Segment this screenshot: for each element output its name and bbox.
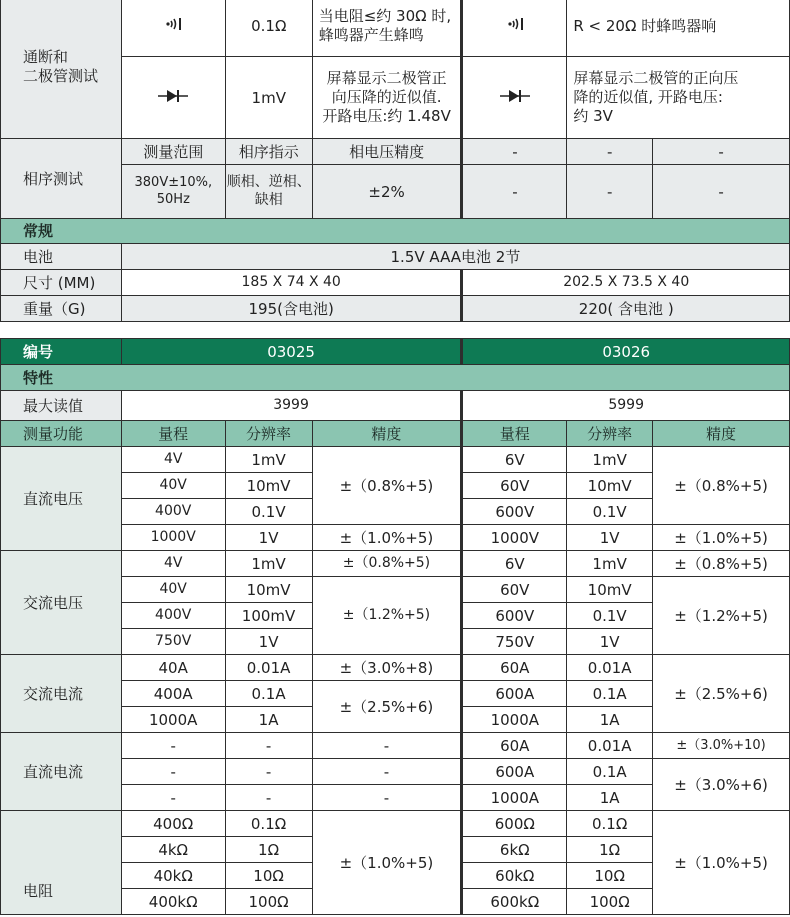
- model-row: [1, 339, 790, 365]
- col-acc-b: 精度: [653, 421, 790, 447]
- model-a: 03025: [121, 339, 462, 365]
- weight-label: 重量（G): [1, 296, 122, 322]
- max-reading-b: 5999: [462, 391, 790, 421]
- phase-dash-5: -: [567, 165, 653, 219]
- acv-a-acc2: ±（1.2%+5): [312, 577, 462, 655]
- ohm-b-range: 600Ω: [462, 811, 567, 837]
- dcv-a-res: 1mV: [225, 447, 312, 473]
- acv-a-range: 4V: [121, 551, 225, 577]
- size-a: 185 X 74 X 40: [121, 270, 462, 296]
- acv-b-res: 10mV: [567, 577, 653, 603]
- dcv-b-range: 6V: [462, 447, 567, 473]
- dcv-b-res: 1mV: [567, 447, 653, 473]
- dcv-b-res: 10mV: [567, 473, 653, 499]
- dcv-b-res: 1V: [567, 525, 653, 551]
- acv-a-acc1: ±（0.8%+5): [312, 551, 462, 577]
- phase-v2: 顺相、逆相、 缺相: [225, 165, 312, 219]
- phase-dash-2: -: [567, 139, 653, 165]
- buzz-desc-a: 当电阻≤约 30Ω 时, 蜂鸣器产生蜂鸣: [312, 0, 462, 57]
- dcv-b-acc: ±（0.8%+5): [653, 447, 790, 525]
- ohm-a-res: 0.1Ω: [225, 811, 312, 837]
- dca-a-range: -: [121, 785, 225, 811]
- acv-b-res: 0.1V: [567, 603, 653, 629]
- aca-a-res: 0.1A: [225, 681, 312, 707]
- diode-desc-b: 屏幕显示二极管的正向压 降的近似值, 开路电压: 约 3V: [567, 57, 790, 139]
- dca-a-res: -: [225, 759, 312, 785]
- dca-b-acc2: ±（3.0%+6): [653, 759, 790, 811]
- aca-b-range: 1000A: [462, 707, 567, 733]
- measurement-spec-table: [0, 338, 790, 915]
- ohm-label: 电阻: [1, 811, 122, 915]
- diode-desc-a: 屏幕显示二极管正 向压降的近似值. 开路电压:约 1.48V: [312, 57, 462, 139]
- dca-a-range: -: [121, 733, 225, 759]
- dcv-a-range: 40V: [121, 473, 225, 499]
- dcv-a-res: 1V: [225, 525, 312, 551]
- phase-dash-3: -: [653, 139, 790, 165]
- size-row: [1, 270, 790, 296]
- phase-dash-6: -: [653, 165, 790, 219]
- buzzer-icon: [160, 16, 186, 36]
- col-res-b: 分辨率: [567, 421, 653, 447]
- dca-a-res: -: [225, 785, 312, 811]
- dca-label: 直流电流: [1, 733, 122, 811]
- phase-dash-1: -: [462, 139, 567, 165]
- dcv-a-range: 1000V: [121, 525, 225, 551]
- ohm-b-acc: ±（1.0%+5): [653, 811, 790, 915]
- column-header-row: [1, 421, 790, 447]
- dcv-a-range: 400V: [121, 499, 225, 525]
- table-separator: [0, 326, 790, 338]
- weight-a: 195(含电池): [121, 296, 462, 322]
- model-label: 编号: [1, 339, 122, 365]
- battery-value: 1.5V AAA电池 2节: [121, 244, 789, 270]
- dcv-b-acc2: ±（1.0%+5): [653, 525, 790, 551]
- dcv-a-res: 0.1V: [225, 499, 312, 525]
- acv-b-res: 1V: [567, 629, 653, 655]
- buzzer-icon-b: [502, 16, 528, 36]
- acv-b-range: 750V: [462, 629, 567, 655]
- ohm-a-range: 400kΩ: [121, 889, 225, 915]
- ohm-b-range: 6kΩ: [462, 837, 567, 863]
- acv-row: [1, 551, 790, 577]
- dca-b-res: 0.1A: [567, 759, 653, 785]
- ohm-b-res: 0.1Ω: [567, 811, 653, 837]
- phase-v1: 380V±10%, 50Hz: [121, 165, 225, 219]
- aca-b-res: 0.1A: [567, 681, 653, 707]
- phase-label: 相序测试: [1, 139, 122, 219]
- dca-b-res: 0.01A: [567, 733, 653, 759]
- acv-a-range: 750V: [121, 629, 225, 655]
- aca-b-res: 1A: [567, 707, 653, 733]
- ohm-a-res: 100Ω: [225, 889, 312, 915]
- acv-a-range: 400V: [121, 603, 225, 629]
- dca-a-acc: -: [312, 785, 462, 811]
- buzzer-cell-b: [462, 0, 567, 57]
- diode-icon: [156, 88, 190, 108]
- dca-row: [1, 733, 790, 759]
- acv-b-range: 600V: [462, 603, 567, 629]
- dca-a-res: -: [225, 733, 312, 759]
- ohm-a-acc: ±（1.0%+5): [312, 811, 462, 915]
- top-spec-table: [0, 0, 790, 322]
- col-acc-a: 精度: [312, 421, 462, 447]
- ohm-a-res: 10Ω: [225, 863, 312, 889]
- feature-row: [1, 365, 790, 391]
- ohm-a-range: 4kΩ: [121, 837, 225, 863]
- acv-label: 交流电压: [1, 551, 122, 655]
- general-header-row: [1, 219, 790, 244]
- col-res-a: 分辨率: [225, 421, 312, 447]
- diode-icon-b: [498, 88, 532, 108]
- max-reading-label: 最大读值: [1, 391, 122, 421]
- phase-v3: ±2%: [312, 165, 462, 219]
- ohm-b-res: 100Ω: [567, 889, 653, 915]
- feature-header: 特性: [1, 365, 790, 391]
- acv-a-res: 10mV: [225, 577, 312, 603]
- model-b: 03026: [462, 339, 790, 365]
- ohm-b-range: 60kΩ: [462, 863, 567, 889]
- acv-b-range: 60V: [462, 577, 567, 603]
- aca-a-range: 400A: [121, 681, 225, 707]
- dca-b-range: 60A: [462, 733, 567, 759]
- col-range-b: 量程: [462, 421, 567, 447]
- ohm-a-res: 1Ω: [225, 837, 312, 863]
- weight-b: 220( 含电池 ): [462, 296, 790, 322]
- dcv-a-acc2: ±（1.0%+5): [312, 525, 462, 551]
- buzz-range-a: 0.1Ω: [225, 0, 312, 57]
- aca-b-res: 0.01A: [567, 655, 653, 681]
- acv-a-res: 1mV: [225, 551, 312, 577]
- ohm-a-range: 400Ω: [121, 811, 225, 837]
- ohm-a-range: 40kΩ: [121, 863, 225, 889]
- ohm-b-res: 10Ω: [567, 863, 653, 889]
- continuity-label: 通断和 二极管测试: [1, 0, 122, 139]
- ohm-b-range: 600kΩ: [462, 889, 567, 915]
- phase-h2: 相序指示: [225, 139, 312, 165]
- aca-b-range: 600A: [462, 681, 567, 707]
- ohm-row: [1, 811, 790, 837]
- aca-a-res: 1A: [225, 707, 312, 733]
- dca-b-range: 1000A: [462, 785, 567, 811]
- size-label: 尺寸 (MM): [1, 270, 122, 296]
- dcv-a-res: 10mV: [225, 473, 312, 499]
- aca-row: [1, 655, 790, 681]
- acv-b-acc1: ±（0.8%+5): [653, 551, 790, 577]
- aca-label: 交流电流: [1, 655, 122, 733]
- acv-b-res: 1mV: [567, 551, 653, 577]
- battery-row: [1, 244, 790, 270]
- phase-h1: 测量范围: [121, 139, 225, 165]
- acv-b-range: 6V: [462, 551, 567, 577]
- continuity-row: [1, 0, 790, 57]
- max-reading-a: 3999: [121, 391, 462, 421]
- size-b: 202.5 X 73.5 X 40: [462, 270, 790, 296]
- phase-h3: 相电压精度: [312, 139, 462, 165]
- ohm-b-res: 1Ω: [567, 837, 653, 863]
- phase-header-row: [1, 139, 790, 165]
- diode-cell: [121, 57, 225, 139]
- dca-a-acc: -: [312, 733, 462, 759]
- dcv-label: 直流电压: [1, 447, 122, 551]
- aca-a-acc2: ±（2.5%+6): [312, 681, 462, 733]
- aca-b-acc: ±（2.5%+6): [653, 655, 790, 733]
- dcv-b-range: 60V: [462, 473, 567, 499]
- battery-label: 电池: [1, 244, 122, 270]
- diode-range-a: 1mV: [225, 57, 312, 139]
- phase-dash-4: -: [462, 165, 567, 219]
- aca-b-range: 60A: [462, 655, 567, 681]
- aca-a-range: 1000A: [121, 707, 225, 733]
- dcv-b-range: 600V: [462, 499, 567, 525]
- acv-a-res: 100mV: [225, 603, 312, 629]
- dcv-row: [1, 447, 790, 473]
- dcv-b-range: 1000V: [462, 525, 567, 551]
- func-label: 测量功能: [1, 421, 122, 447]
- acv-b-acc2: ±（1.2%+5): [653, 577, 790, 655]
- dca-a-acc: -: [312, 759, 462, 785]
- dca-b-res: 1A: [567, 785, 653, 811]
- dca-b-acc1: ±（3.0%+10): [653, 733, 790, 759]
- col-range-a: 量程: [121, 421, 225, 447]
- dcv-a-acc: ±（0.8%+5): [312, 447, 462, 525]
- weight-row: [1, 296, 790, 322]
- buzz-desc-b: R < 20Ω 时蜂鸣器响: [567, 0, 790, 57]
- acv-a-res: 1V: [225, 629, 312, 655]
- max-reading-row: [1, 391, 790, 421]
- acv-a-range: 40V: [121, 577, 225, 603]
- dca-b-range: 600A: [462, 759, 567, 785]
- buzzer-cell: [121, 0, 225, 57]
- dcv-b-res: 0.1V: [567, 499, 653, 525]
- aca-a-res: 0.01A: [225, 655, 312, 681]
- dcv-a-range: 4V: [121, 447, 225, 473]
- general-header: 常规: [1, 219, 790, 244]
- diode-cell-b: [462, 57, 567, 139]
- dca-a-range: -: [121, 759, 225, 785]
- aca-a-acc1: ±（3.0%+8): [312, 655, 462, 681]
- aca-a-range: 40A: [121, 655, 225, 681]
